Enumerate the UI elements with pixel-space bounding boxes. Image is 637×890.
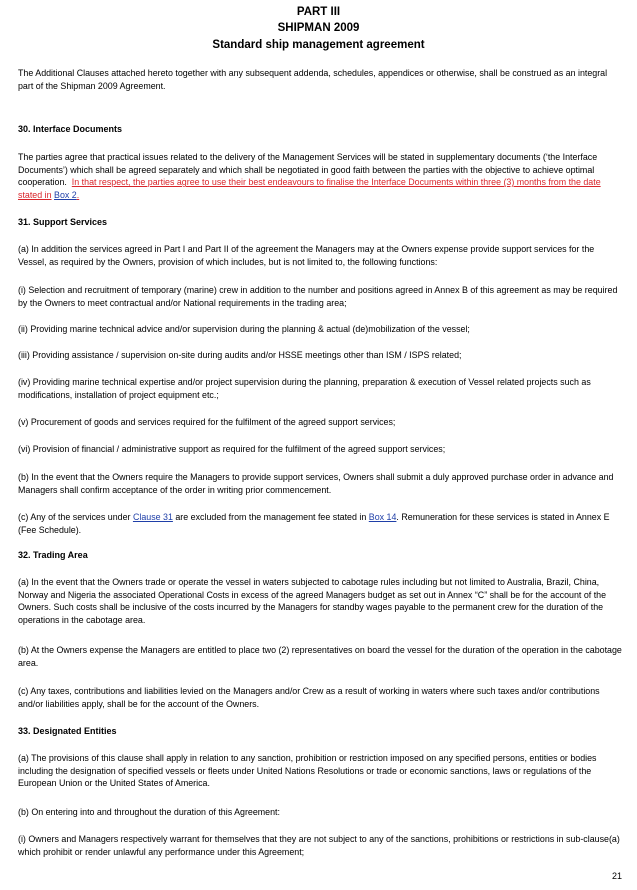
clause-32-b: (b) At the Owners expense the Managers are entitled to place two (2) representatives on board the vessel for the duration of the operation in the cabotage area. xyxy=(18,645,622,668)
clause-30-amendment: In that respect, the parties agree to use their best endeavours to finalise the Interface Documents within three (3) months from the date stated in xyxy=(18,177,601,200)
clause-32-heading: 32. Trading Area xyxy=(18,550,88,560)
clause-30-body: The parties agree that practical issues related to the delivery of the Management Services will be stated in supplementary documents (‘the Interface Documents’) which shall be agreed separately and which shall be negotiated in good faith between the parties with the objective to achieve optimal cooperation. xyxy=(18,152,598,188)
clause-31-v: (v) Procurement of goods and services required for the fulfilment of the agreed support services; xyxy=(18,417,396,427)
clause-31-vi: (vi) Provision of financial / administrative support as required for the fulfilment of the agreed support services; xyxy=(18,444,446,454)
clause-31-c-pre: (c) Any of the services under xyxy=(18,512,131,522)
clause-31-a: (a) In addition the services agreed in Part I and Part II of the agreement the Managers may at the Owners expense provide support services for the Vessel, as required by the Owners, provision of which includes, but is not limited to, the following functions: xyxy=(18,244,595,267)
document-title: Standard ship management agreement xyxy=(212,39,425,51)
clause-31-c-post: . Remuneration for these services is stated in Annex E (Fee Schedule). xyxy=(18,512,610,535)
clause-31-i: (i) Selection and recruitment of temporary (marine) crew in addition to the number and positions agreed in Annex B of this agreement as may be required by the Owners to meet contractual and/or National requirements in the trading area; xyxy=(18,285,618,308)
clause-30-amendment-end: . xyxy=(76,189,80,200)
box-14-link[interactable]: Box 14 xyxy=(368,512,397,522)
part-label: PART III xyxy=(296,6,341,18)
clause-31-c-mid: are excluded from the management fee stated in xyxy=(175,512,367,522)
clause-32-a: (a) In the event that the Owners trade or operate the vessel in waters subjected to cabotage rules including but not limited to Australia, Brazil, China, Norway and Nigeria the associated Operational Costs in excess of the agreed Managers budget as set out in Annex “C” shall be for the account of the Owners. Such costs shall be inclusive of the costs incurred by the Managers for standby wages payable to the permanent crew for the duration of the operations in the cabotage area. xyxy=(18,577,607,625)
clause-31-link[interactable]: Clause 31 xyxy=(132,512,173,522)
clause-31-b: (b) In the event that the Owners require the Managers to provide support services, Owners shall submit a duly approved purchase order in advance and Managers shall confirm acceptance of the order in writing prior commencement. xyxy=(18,472,614,495)
clause-31-iii: (iii) Providing assistance / supervision on-site during audits and/or HSSE meetings other than ISM / ISPS related; xyxy=(18,350,462,360)
intro-paragraph: The Additional Clauses attached hereto together with any subsequent addenda, schedules, appendices or otherwise, shall be construed as an integral part of the Shipman 2009 Agreement. xyxy=(18,68,608,91)
clause-31-c xyxy=(18,511,622,536)
form-name: SHIPMAN 2009 xyxy=(277,22,360,34)
clause-33-heading: 33. Designated Entities xyxy=(18,726,117,736)
clause-33-a: (a) The provisions of this clause shall apply in relation to any sanction, prohibition or restriction imposed on any specified persons, entities or bodies including the designation of specified vessels or fleets under United Nations Resolutions or trade or economic sanctions, laws or regulations of the European Union or the United States of America. xyxy=(18,753,597,789)
clause-33-b: (b) On entering into and throughout the duration of this Agreement: xyxy=(18,807,280,817)
box-2-link[interactable]: Box 2 xyxy=(54,189,77,200)
clause-31-heading: 31. Support Services xyxy=(18,217,108,227)
clause-33-i: (i) Owners and Managers respectively warrant for themselves that they are not subject to any of the sanctions, prohibitions or restrictions in sub-clause(a) which prohibit or render unlawful any performance under this Agreement; xyxy=(18,834,620,857)
clause-31-ii: (ii) Providing marine technical advice and/or supervision during the planning & actual (de)mobilization of the vessel; xyxy=(18,324,470,334)
clause-32-c: (c) Any taxes, contributions and liabilities levied on the Managers and/or Crew as a result of working in waters where such taxes and/or contributions and/or liabilities apply, shall be for the account of the Owners. xyxy=(18,686,600,709)
clause-30-heading: 30. Interface Documents xyxy=(18,124,123,134)
clause-30-text xyxy=(18,151,622,201)
page-number: 21 xyxy=(611,871,622,881)
clause-31-iv: (iv) Providing marine technical expertise and/or project supervision during the planning, preparation & execution of Vessel related projects such as modifications, installation of project equipment etc.; xyxy=(18,377,591,400)
